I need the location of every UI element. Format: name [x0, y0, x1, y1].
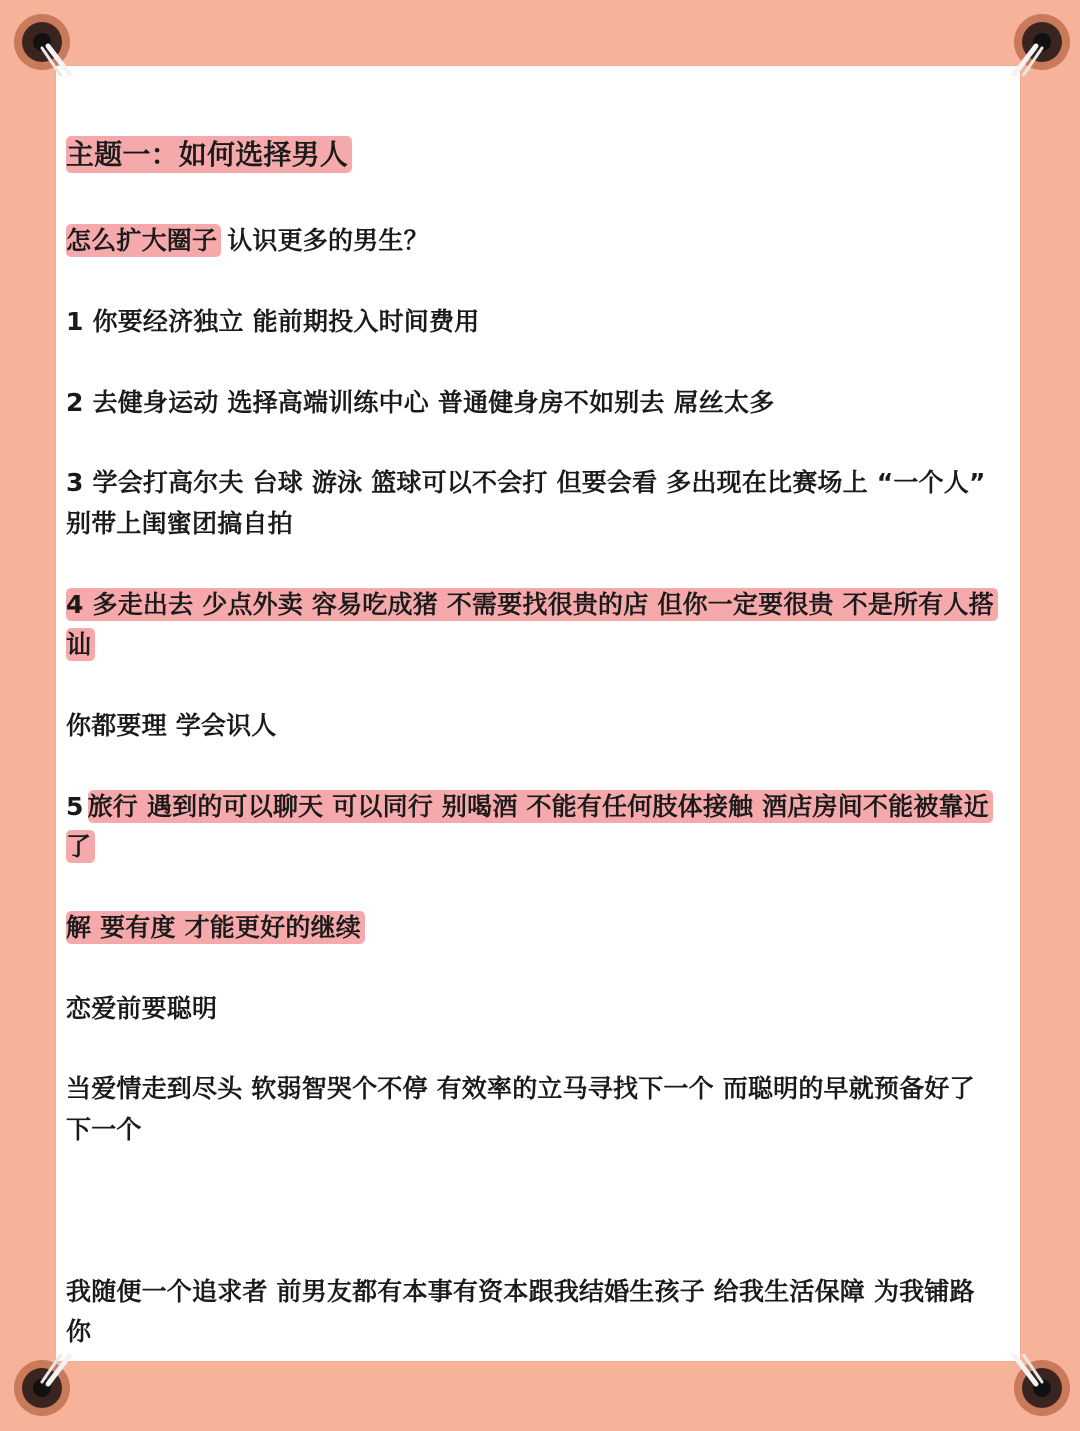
paragraph-2-line-2: 你: [66, 1317, 92, 1346]
bottom-left-pin-icon: [8, 1354, 76, 1422]
question-rest: 认识更多的男生？: [227, 226, 429, 255]
question-highlight: 怎么扩大圈子: [66, 224, 221, 257]
smart-line: 恋爱前要聪明: [66, 994, 218, 1023]
item-5-line-1: [66, 787, 993, 827]
item-4-line-1: [66, 585, 998, 625]
degree-line: [66, 908, 365, 948]
item-3-line-2: 别带上闺蜜团搞自拍: [66, 509, 293, 538]
item-5-highlight-2: 了: [66, 830, 95, 863]
item-1: 1 你要经济独立 能前期投入时间费用: [66, 307, 480, 336]
bottom-right-pin-icon: [1008, 1354, 1076, 1422]
item-2: 2 去健身运动 选择高端训练中心 普通健身房不如别去 屌丝太多: [66, 388, 775, 417]
paragraph-1-line-2: 下一个: [66, 1115, 142, 1144]
item-4-highlight-1: 4 多走出去 少点外卖 容易吃成猪 不需要找很贵的店 但你一定要很贵 不是所有人搭: [66, 588, 998, 621]
question-line: [66, 221, 429, 261]
top-right-pin-icon: [1008, 8, 1076, 76]
item-5-highlight-1: 旅行 遇到的可以聊天 可以同行 别喝酒 不能有任何肢体接触 酒店房间不能被靠近: [88, 790, 993, 823]
people-line: 你都要理 学会识人: [66, 711, 277, 740]
item-5-number: 5: [66, 792, 84, 821]
paragraph-1-line-1: 当爱情走到尽头 软弱智哭个不停 有效率的立马寻找下一个 而聪明的早就预备好了: [66, 1074, 975, 1103]
item-5-line-2: [66, 827, 95, 867]
item-3-line-1: 3 学会打高尔夫 台球 游泳 篮球可以不会打 但要会看 多出现在比赛场上 “一个人”: [66, 468, 986, 497]
paragraph-2-line-1: 我随便一个追求者 前男友都有本事有资本跟我结婚生孩子 给我生活保障 为我铺路: [66, 1277, 975, 1306]
top-left-pin-icon: [8, 8, 76, 76]
item-4-highlight-2: 讪: [66, 628, 95, 661]
degree-highlight: 解 要有度 才能更好的继续: [66, 911, 365, 944]
page-title: [66, 135, 352, 175]
item-4-line-2: [66, 625, 95, 665]
title-highlight: 主题一：如何选择男人: [66, 136, 352, 173]
